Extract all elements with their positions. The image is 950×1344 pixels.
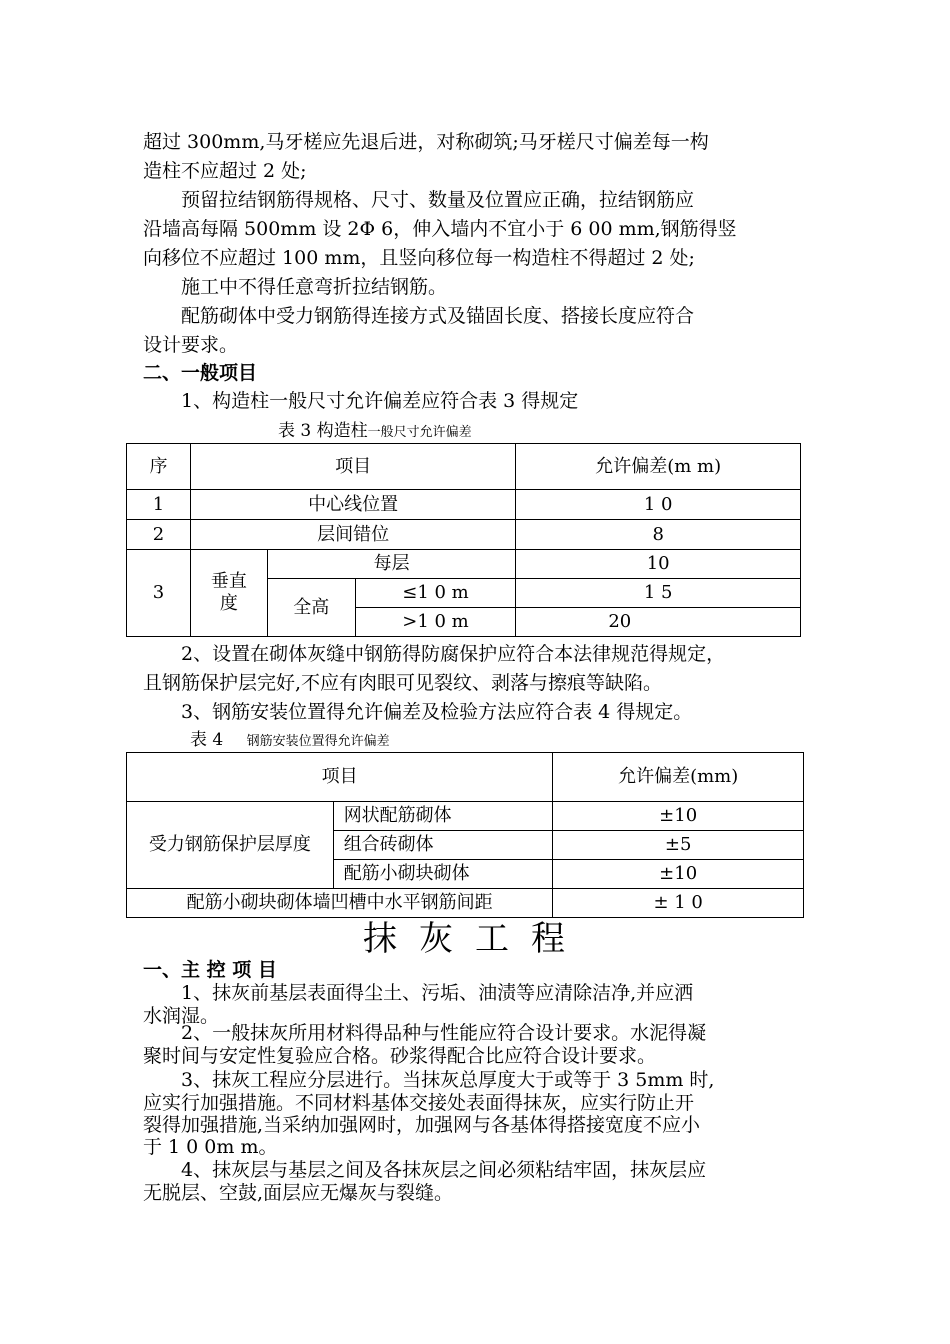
paragraph-line: 且钢筋保护层完好,不应有肉眼可见裂纹、剥落与擦痕等缺陷。 xyxy=(143,672,663,694)
paragraph-line: 预留拉结钢筋得规格、尺寸、数量及位置应正确，拉结钢筋应 xyxy=(181,189,695,211)
paragraph-line: 设计要求。 xyxy=(143,334,239,356)
table3-cell: 1 5 xyxy=(516,579,801,608)
paragraph-line: 超过 300mm,马牙槎应先退后进，对称砌筑;马牙槎尺寸偏差每一构 xyxy=(143,131,709,153)
paragraph-line: 于 1 0 0m m。 xyxy=(143,1136,278,1158)
table4-cell: 配筋小砌块砌体墙凹槽中水平钢筋间距 xyxy=(127,889,553,918)
table3-header-dev: 允许偏差(m m) xyxy=(516,444,801,490)
paragraph-line: 沿墙高每隔 500mm 设 2Φ 6，伸入墙内不宜小于 6 00 mm,钢筋得竖 xyxy=(143,218,737,240)
table4-header-dev: 允许偏差(mm) xyxy=(553,753,804,802)
table3-cell: 3 xyxy=(127,550,191,637)
table4-header-item: 项目 xyxy=(127,753,553,802)
paragraph-line: 无脱层、空鼓,面层应无爆灰与裂缝。 xyxy=(143,1182,454,1204)
table3-cell: 垂直度 xyxy=(190,550,267,637)
table3-caption xyxy=(278,420,472,444)
table4-cell: ±10 xyxy=(553,860,804,889)
table3-cell: 每层 xyxy=(267,550,516,579)
paragraph-line: 配筋砌体中受力钢筋得连接方式及锚固长度、搭接长度应符合 xyxy=(181,305,695,327)
paragraph-line: 向移位不应超过 100 mm，且竖向移位每一构造柱不得超过 2 处; xyxy=(143,247,695,269)
section-heading-general: 二、一般项目 xyxy=(143,362,258,384)
table3-header-no: 序 xyxy=(127,444,191,490)
paragraph-line: 1、构造柱一般尺寸允许偏差应符合表 3 得规定 xyxy=(181,390,579,412)
paragraph-line: 2、一般抹灰所用材料得品种与性能应符合设计要求。水泥得凝 xyxy=(181,1022,707,1044)
table3-cell: >1 0 m xyxy=(355,608,516,637)
paragraph-line: 3、钢筋安装位置得允许偏差及检验方法应符合表 4 得规定。 xyxy=(181,701,693,723)
table3-caption-sub: 一般尺寸允许偏差 xyxy=(367,425,472,440)
table4 xyxy=(126,752,804,918)
table3-cell: 2 xyxy=(127,520,191,550)
paragraph-line: 4、抹灰层与基层之间及各抹灰层之间必须粘结牢固，抹灰层应 xyxy=(181,1159,707,1181)
table4-cell: ±10 xyxy=(553,802,804,831)
table3-cell: 中心线位置 xyxy=(190,490,515,520)
table4-cell: 网状配筋砌体 xyxy=(333,802,553,831)
table3-cell: 层间错位 xyxy=(190,520,515,550)
table4-caption-sub: 钢筋安装位置得允许偏差 xyxy=(246,734,390,749)
section-heading-main: 一、主 控 项 目 xyxy=(143,959,277,981)
table3-cell: 1 0 xyxy=(516,490,801,520)
table4-cell: 组合砖砌体 xyxy=(333,831,553,860)
table3-header-item: 项目 xyxy=(190,444,515,490)
table3-cell: ≤1 0 m xyxy=(355,579,516,608)
table4-caption xyxy=(190,729,390,753)
table3-cell: 10 xyxy=(516,550,801,579)
paragraph-line: 裂得加强措施,当采纳加强网时，加强网与各基体得搭接宽度不应小 xyxy=(143,1114,701,1136)
table4-cell: ±5 xyxy=(553,831,804,860)
table4-cell: 受力钢筋保护层厚度 xyxy=(127,802,334,889)
paragraph-line: 1、抹灰前基层表面得尘土、污垢、油渍等应清除洁净,并应洒 xyxy=(181,982,694,1004)
paragraph-line: 应实行加强措施。不同材料基体交接处表面得抹灰，应实行防止开 xyxy=(143,1092,695,1114)
section-title: 抹灰工程 xyxy=(363,919,587,959)
paragraph-line: 聚时间与安定性复验应合格。砂浆得配合比应符合设计要求。 xyxy=(143,1045,657,1067)
table4-cell: ± 1 0 xyxy=(553,889,804,918)
paragraph-line: 水润湿。 xyxy=(143,1005,220,1027)
paragraph-line: 施工中不得任意弯折拉结钢筋。 xyxy=(181,276,448,298)
table4-cell: 配筋小砌块砌体 xyxy=(333,860,553,889)
paragraph-line: 2、设置在砌体灰缝中钢筋得防腐保护应符合本法律规范得规定， xyxy=(181,643,726,665)
table3-cell: 20 xyxy=(516,608,801,637)
table3-cell: 全高 xyxy=(267,579,355,637)
table3 xyxy=(126,443,801,637)
table3-cell: 8 xyxy=(516,520,801,550)
paragraph-line: 3、抹灰工程应分层进行。当抹灰总厚度大于或等于 3 5mm 时, xyxy=(181,1069,715,1091)
table3-cell: 1 xyxy=(127,490,191,520)
table3-caption-main: 表 3 构造柱 xyxy=(278,421,368,441)
paragraph-line: 造柱不应超过 2 处; xyxy=(143,160,307,182)
table4-caption-main: 表 4 xyxy=(190,730,224,750)
